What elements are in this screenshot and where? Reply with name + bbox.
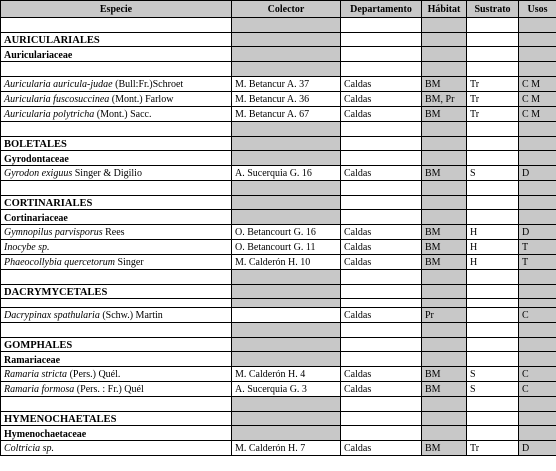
- species-cell: [1, 166, 232, 181]
- empty-cell: [519, 196, 556, 210]
- family-row: [1, 426, 556, 441]
- order-label: CORTINARIALES: [1, 196, 232, 210]
- usos-cell: T: [519, 255, 556, 270]
- empty-cell: [422, 62, 467, 77]
- empty-cell: [467, 285, 519, 299]
- sustrato-cell: S: [467, 382, 519, 397]
- departamento-cell: Caldas: [341, 308, 422, 323]
- order-label: HYMENOCHAETALES: [1, 412, 232, 426]
- species-name: Auricularia polytricha: [4, 109, 95, 120]
- empty-cell: [422, 181, 467, 196]
- usos-cell: C: [519, 367, 556, 382]
- empty-cell: [519, 151, 556, 166]
- species-name: Gymnopilus parvisporus: [4, 227, 103, 238]
- species-cell: [1, 107, 232, 122]
- empty-cell: [232, 352, 341, 367]
- usos-cell: C M: [519, 92, 556, 107]
- species-author: Singer & Digilio: [72, 168, 142, 179]
- empty-cell: [232, 18, 341, 33]
- empty-cell: [341, 270, 422, 285]
- sustrato-cell: S: [467, 166, 519, 181]
- empty-cell: [341, 426, 422, 441]
- order-row: [1, 412, 556, 426]
- empty-cell: [467, 426, 519, 441]
- species-author: (Pers. : Fr.) Quél: [74, 384, 144, 395]
- empty-cell: [422, 47, 467, 62]
- empty-cell: [467, 270, 519, 285]
- colector-cell: O. Betancourt G. 11: [232, 240, 341, 255]
- habitat-cell: BM: [422, 77, 467, 92]
- empty-cell: [1, 397, 232, 412]
- usos-cell: T: [519, 240, 556, 255]
- table-row: [1, 441, 556, 456]
- family-row: [1, 352, 556, 367]
- empty-cell: [341, 18, 422, 33]
- empty-cell: [232, 47, 341, 62]
- spacer-row: [1, 323, 556, 338]
- family-row: [1, 47, 556, 62]
- departamento-cell: Caldas: [341, 92, 422, 107]
- species-name: Phaeocollybia quercetorum: [4, 257, 115, 268]
- colector-cell: M. Betancur A. 36: [232, 92, 341, 107]
- empty-cell: [232, 137, 341, 151]
- empty-cell: [1, 18, 232, 33]
- habitat-cell: BM: [422, 225, 467, 240]
- usos-cell: D: [519, 225, 556, 240]
- empty-cell: [422, 18, 467, 33]
- order-label: AURICULARIALES: [1, 33, 232, 47]
- empty-cell: [232, 299, 341, 308]
- habitat-cell: Pr: [422, 308, 467, 323]
- empty-cell: [519, 426, 556, 441]
- empty-cell: [422, 33, 467, 47]
- empty-cell: [232, 33, 341, 47]
- empty-cell: [519, 397, 556, 412]
- habitat-cell: BM, Pr: [422, 92, 467, 107]
- colector-cell: M. Betancur A. 67: [232, 107, 341, 122]
- empty-cell: [341, 33, 422, 47]
- empty-cell: [232, 426, 341, 441]
- empty-cell: [467, 62, 519, 77]
- empty-cell: [467, 181, 519, 196]
- colector-cell: A. Sucerquia G. 16: [232, 166, 341, 181]
- species-cell: [1, 441, 232, 456]
- empty-cell: [519, 47, 556, 62]
- empty-cell: [467, 18, 519, 33]
- empty-cell: [467, 33, 519, 47]
- empty-cell: [519, 270, 556, 285]
- header-usos: Usos: [519, 1, 556, 18]
- header-departamento: Departamento: [341, 1, 422, 18]
- order-row: [1, 338, 556, 352]
- species-author: (Mont.) Farlow: [109, 94, 174, 105]
- sustrato-cell: S: [467, 367, 519, 382]
- species-author: Rees: [102, 227, 125, 238]
- empty-cell: [232, 196, 341, 210]
- empty-cell: [467, 338, 519, 352]
- family-row: [1, 210, 556, 225]
- empty-cell: [422, 210, 467, 225]
- empty-cell: [519, 137, 556, 151]
- empty-cell: [232, 338, 341, 352]
- empty-cell: [341, 299, 422, 308]
- family-label: Auriculariaceae: [1, 47, 232, 62]
- empty-cell: [341, 151, 422, 166]
- empty-cell: [422, 122, 467, 137]
- spacer-row: [1, 270, 556, 285]
- empty-cell: [519, 62, 556, 77]
- species-author: (Schw.) Martin: [99, 310, 163, 321]
- departamento-cell: Caldas: [341, 382, 422, 397]
- departamento-cell: Caldas: [341, 107, 422, 122]
- spacer-row: [1, 18, 556, 33]
- family-row: [1, 151, 556, 166]
- habitat-cell: BM: [422, 240, 467, 255]
- empty-cell: [232, 323, 341, 338]
- family-label: Hymenochaetaceae: [1, 426, 232, 441]
- empty-cell: [232, 122, 341, 137]
- sustrato-cell: H: [467, 240, 519, 255]
- empty-cell: [422, 151, 467, 166]
- empty-cell: [232, 285, 341, 299]
- table-row: [1, 225, 556, 240]
- departamento-cell: Caldas: [341, 255, 422, 270]
- empty-cell: [341, 412, 422, 426]
- empty-cell: [519, 181, 556, 196]
- empty-cell: [467, 122, 519, 137]
- usos-cell: C: [519, 308, 556, 323]
- departamento-cell: Caldas: [341, 441, 422, 456]
- order-label: GOMPHALES: [1, 338, 232, 352]
- spacer-row: [1, 122, 556, 137]
- empty-cell: [519, 122, 556, 137]
- departamento-cell: Caldas: [341, 166, 422, 181]
- table-body: [1, 18, 556, 456]
- colector-cell: [232, 308, 341, 323]
- habitat-cell: BM: [422, 255, 467, 270]
- empty-cell: [341, 62, 422, 77]
- empty-cell: [341, 122, 422, 137]
- table-row: [1, 382, 556, 397]
- departamento-cell: Caldas: [341, 77, 422, 92]
- empty-cell: [422, 338, 467, 352]
- table-row: [1, 107, 556, 122]
- family-label: Cortinariaceae: [1, 210, 232, 225]
- order-row: [1, 196, 556, 210]
- species-author: Singer: [115, 257, 144, 268]
- empty-cell: [422, 137, 467, 151]
- family-label: Gyrodontaceae: [1, 151, 232, 166]
- order-row: [1, 33, 556, 47]
- usos-cell: C M: [519, 77, 556, 92]
- empty-cell: [422, 285, 467, 299]
- species-name: Ramaria stricta: [4, 369, 68, 380]
- usos-cell: D: [519, 166, 556, 181]
- empty-cell: [341, 285, 422, 299]
- empty-cell: [467, 137, 519, 151]
- empty-cell: [341, 210, 422, 225]
- empty-cell: [1, 323, 232, 338]
- header-sustrato: Sustrato: [467, 1, 519, 18]
- species-name: Dacrypinax spathularia: [4, 310, 100, 321]
- empty-cell: [467, 299, 519, 308]
- species-cell: [1, 308, 232, 323]
- empty-cell: [422, 323, 467, 338]
- empty-cell: [467, 210, 519, 225]
- habitat-cell: BM: [422, 166, 467, 181]
- species-cell: [1, 225, 232, 240]
- spacer-row: [1, 299, 556, 308]
- empty-cell: [341, 181, 422, 196]
- colector-cell: M. Calderón H. 10: [232, 255, 341, 270]
- empty-cell: [467, 397, 519, 412]
- species-author: (Mont.) Sacc.: [94, 109, 152, 120]
- empty-cell: [519, 299, 556, 308]
- usos-cell: C: [519, 382, 556, 397]
- colector-cell: M. Betancur A. 37: [232, 77, 341, 92]
- species-cell: [1, 92, 232, 107]
- empty-cell: [232, 397, 341, 412]
- colector-cell: O. Betancourt G. 16: [232, 225, 341, 240]
- empty-cell: [519, 338, 556, 352]
- species-name: Inocybe sp.: [4, 242, 50, 253]
- header-especie: Especie: [1, 1, 232, 18]
- spacer-row: [1, 397, 556, 412]
- empty-cell: [1, 62, 232, 77]
- species-cell: [1, 240, 232, 255]
- header-habitat: Hábitat: [422, 1, 467, 18]
- empty-cell: [519, 210, 556, 225]
- empty-cell: [422, 412, 467, 426]
- order-label: DACRYMYCETALES: [1, 285, 232, 299]
- species-cell: [1, 367, 232, 382]
- species-name: Coltricia sp.: [4, 443, 55, 454]
- empty-cell: [232, 412, 341, 426]
- empty-cell: [467, 412, 519, 426]
- species-name: Auricularia fuscosuccinea: [4, 94, 110, 105]
- colector-cell: M. Calderón H. 7: [232, 441, 341, 456]
- empty-cell: [341, 352, 422, 367]
- table-row: [1, 240, 556, 255]
- empty-cell: [232, 181, 341, 196]
- empty-cell: [341, 47, 422, 62]
- empty-cell: [519, 33, 556, 47]
- table-row: [1, 255, 556, 270]
- table-row: [1, 367, 556, 382]
- species-name: Gyrodon exiguus: [4, 168, 73, 179]
- empty-cell: [1, 181, 232, 196]
- empty-cell: [519, 352, 556, 367]
- species-name: Ramaria formosa: [4, 384, 75, 395]
- departamento-cell: Caldas: [341, 225, 422, 240]
- species-cell: [1, 255, 232, 270]
- empty-cell: [422, 352, 467, 367]
- empty-cell: [467, 47, 519, 62]
- sustrato-cell: Tr: [467, 107, 519, 122]
- empty-cell: [341, 137, 422, 151]
- empty-cell: [1, 270, 232, 285]
- departamento-cell: Caldas: [341, 367, 422, 382]
- empty-cell: [1, 299, 232, 308]
- species-cell: [1, 77, 232, 92]
- empty-cell: [232, 151, 341, 166]
- colector-cell: M. Calderón H. 4: [232, 367, 341, 382]
- sustrato-cell: H: [467, 255, 519, 270]
- species-author: (Bull:Fr.)Schroet: [112, 79, 184, 90]
- empty-cell: [232, 62, 341, 77]
- empty-cell: [467, 151, 519, 166]
- empty-cell: [467, 196, 519, 210]
- family-label: Ramariaceae: [1, 352, 232, 367]
- header-colector: Colector: [232, 1, 341, 18]
- empty-cell: [1, 122, 232, 137]
- sustrato-cell: H: [467, 225, 519, 240]
- empty-cell: [519, 285, 556, 299]
- species-name: Auricularia auricula-judae: [4, 79, 113, 90]
- table-row: [1, 77, 556, 92]
- empty-cell: [519, 18, 556, 33]
- sustrato-cell: Tr: [467, 441, 519, 456]
- spacer-row: [1, 181, 556, 196]
- empty-cell: [519, 323, 556, 338]
- empty-cell: [467, 352, 519, 367]
- sustrato-cell: [467, 308, 519, 323]
- order-row: [1, 137, 556, 151]
- usos-cell: C M: [519, 107, 556, 122]
- order-row: [1, 285, 556, 299]
- empty-cell: [341, 397, 422, 412]
- table-row: [1, 92, 556, 107]
- habitat-cell: BM: [422, 382, 467, 397]
- empty-cell: [232, 270, 341, 285]
- habitat-cell: BM: [422, 441, 467, 456]
- empty-cell: [232, 210, 341, 225]
- empty-cell: [519, 412, 556, 426]
- colector-cell: A. Sucerquia G. 3: [232, 382, 341, 397]
- habitat-cell: BM: [422, 367, 467, 382]
- empty-cell: [422, 426, 467, 441]
- empty-cell: [467, 323, 519, 338]
- spacer-row: [1, 62, 556, 77]
- empty-cell: [341, 196, 422, 210]
- order-label: BOLETALES: [1, 137, 232, 151]
- empty-cell: [422, 196, 467, 210]
- empty-cell: [341, 323, 422, 338]
- empty-cell: [341, 338, 422, 352]
- species-author: (Pers.) Quél.: [67, 369, 121, 380]
- sustrato-cell: Tr: [467, 92, 519, 107]
- usos-cell: D: [519, 441, 556, 456]
- departamento-cell: Caldas: [341, 240, 422, 255]
- table-row: [1, 308, 556, 323]
- empty-cell: [422, 397, 467, 412]
- header-row: [1, 1, 556, 18]
- species-cell: [1, 382, 232, 397]
- table-row: [1, 166, 556, 181]
- empty-cell: [422, 299, 467, 308]
- habitat-cell: BM: [422, 107, 467, 122]
- empty-cell: [422, 270, 467, 285]
- sustrato-cell: Tr: [467, 77, 519, 92]
